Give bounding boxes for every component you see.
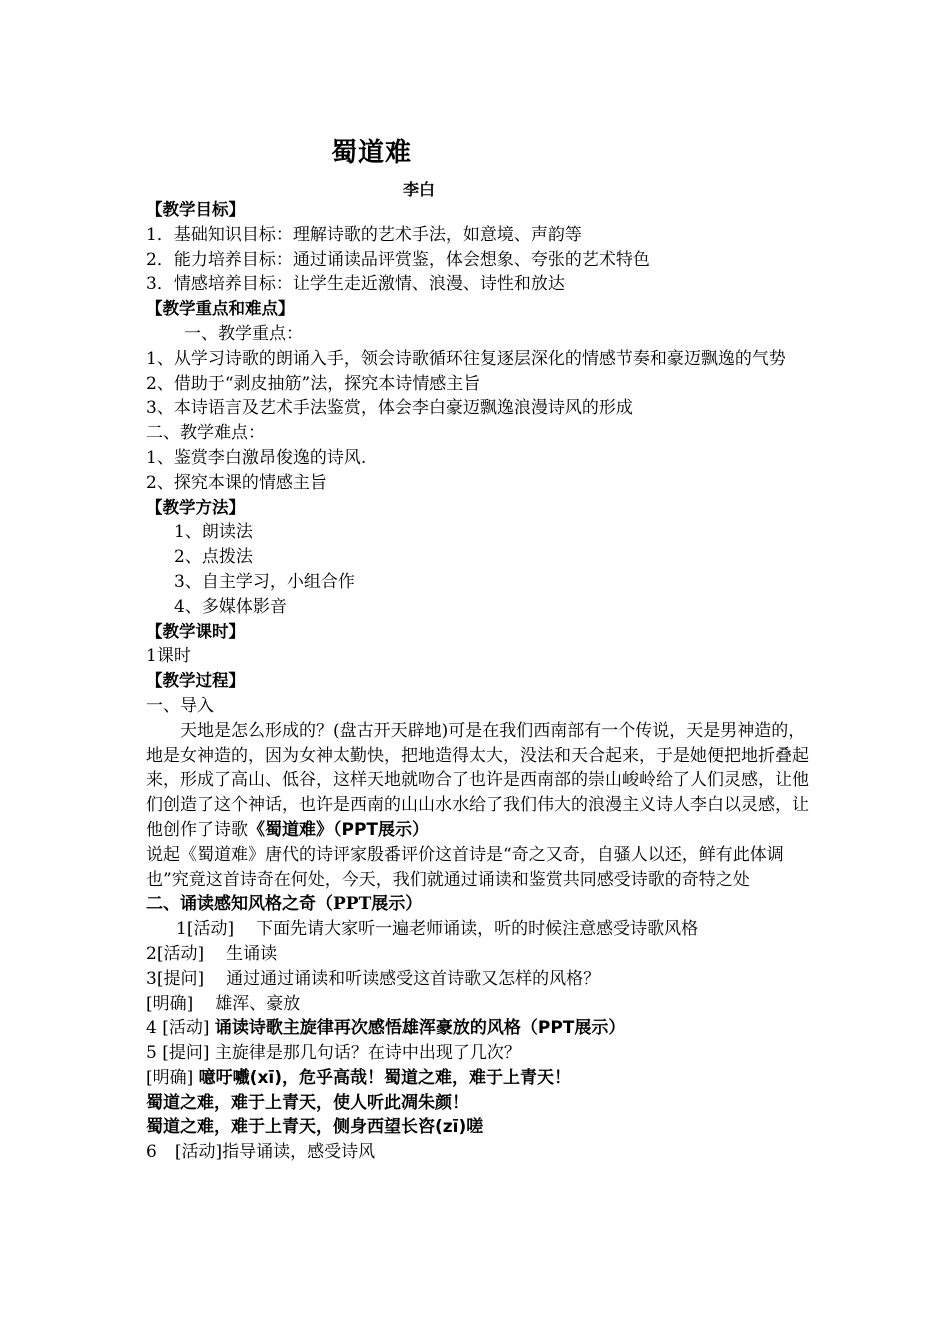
step-1-text: 下面先请大家听一遍老师诵读，听的时候注意感受诗歌风格 (256, 919, 699, 940)
step-3-answer-text: 雄浑、豪放 (215, 993, 301, 1014)
method-item: 2、点拨法 (174, 547, 253, 568)
method-item: 1、朗读法 (174, 522, 253, 543)
verse-line: 蜀道之难，难于上青天，侧身西望长咨(zī)嗟 (146, 1117, 484, 1138)
key-point-item: 1、从学习诗歌的朗诵入手，领会诗歌循环往复逐层深化的情感节奏和豪迈飘逸的气势 (146, 348, 786, 369)
step-3 (146, 967, 814, 992)
part2-heading: 二、诵读感知风格之奇（PPT展示） (146, 894, 423, 915)
process-heading: 【教学过程】 (146, 671, 245, 691)
key-points-subheading: 一、教学重点： (184, 323, 303, 344)
step-6-text: [活动]指导诵读，感受诗风 (174, 1142, 376, 1163)
key-point-item: 3、本诗语言及艺术手法鉴赏，体会李白豪迈飘逸浪漫诗风的形成 (146, 398, 633, 419)
intro-heading: 一、导入 (146, 695, 214, 716)
difficult-point-item: 2、探究本课的情感主旨 (146, 472, 327, 493)
method-item: 4、多媒体影音 (174, 596, 287, 617)
step-4 (146, 1016, 814, 1041)
objective-item: 3．情感培养目标：让学生走近激情、浪漫、诗性和放达 (146, 274, 565, 295)
difficult-points-subheading: 二、教学难点： (146, 423, 265, 444)
objective-item: 1．基础知识目标：理解诗歌的艺术手法，如意境、声韵等 (146, 224, 582, 245)
step-6 (146, 1140, 814, 1165)
step-2-tag: 2[活动] (146, 943, 205, 964)
step-5 (146, 1041, 814, 1066)
objective-item: 2．能力培养目标：通过诵读品评赏鉴，体会想象、夸张的艺术特色 (146, 249, 650, 270)
step-4-text: 诵读诗歌主旋律再次感悟雄浑豪放的风格（PPT展示） (214, 1018, 626, 1039)
step-3-answer (146, 992, 814, 1017)
step-2-text: 生诵读 (226, 943, 278, 964)
method-item: 3、自主学习，小组合作 (174, 571, 355, 592)
document-body (146, 198, 814, 1165)
key-point-item: 2、借助于“剥皮抽筋”法，探究本诗情感主旨 (146, 373, 481, 394)
intro-paragraph-bold: 《蜀道难》（PPT展示） (248, 819, 430, 840)
verse-line: 噫吁嚱(xī)，危乎高哉！蜀道之难，难于上青天！ (198, 1067, 572, 1088)
difficult-point-item: 1、鉴赏李白激昂俊逸的诗风. (146, 447, 367, 468)
step-5-answer-tag: [明确] (146, 1067, 194, 1088)
author-name: 李白 (403, 180, 436, 199)
methods-heading: 【教学方法】 (146, 497, 245, 517)
step-4-tag: 4 [活动] (146, 1018, 210, 1039)
verse-line: 蜀道之难，难于上青天，使人听此凋朱颜！ (146, 1092, 469, 1113)
step-6-number: 6 (146, 1142, 157, 1163)
step-3-tag: 3[提问] (146, 968, 205, 989)
step-2 (146, 942, 814, 967)
objectives-heading: 【教学目标】 (146, 200, 245, 219)
hours-value: 1课时 (146, 646, 191, 667)
intro-paragraph (146, 719, 814, 843)
step-5-tag: 5 [提问] (146, 1043, 210, 1064)
intro-paragraph-2: 说起《蜀道难》唐代的诗评家殷番评价这首诗是“奇之又奇，自骚人以还，鲜有此体调也”究竟这首诗奇在何处，今天，我们就通过诵读和鉴赏共同感受诗歌的奇特之处 (146, 844, 784, 890)
step-3-text: 通过通过诵读和听读感受这首诗歌又怎样的风格？ (226, 968, 601, 989)
step-5-answer (146, 1066, 814, 1091)
step-1-tag: 1[活动] (176, 919, 235, 940)
step-1 (146, 917, 814, 942)
hours-heading: 【教学课时】 (146, 621, 245, 641)
key-points-heading: 【教学重点和难点】 (146, 299, 295, 319)
step-3-answer-tag: [明确] (146, 993, 194, 1014)
intro-paragraph-text: 天地是怎么形成的？(盘古开天辟地)可是在我们西南部有一个传说，天是男神造的，地是女神造的，因为女神太勤快，把地造得太大，没法和天合起来，于是她便把地折叠起来，形成了高山、低谷，这样天地就吻合了也许是西南部的崇山峻岭给了人们灵感，让他们创造了这个神话，也许是西南的山山水水给了我们伟大的浪漫主义诗人李白以灵感，让他创作了诗歌 (146, 720, 809, 840)
document-title: 蜀道难 (331, 138, 413, 168)
step-5-text: 主旋律是那几句话？在诗中出现了几次？ (214, 1043, 521, 1064)
